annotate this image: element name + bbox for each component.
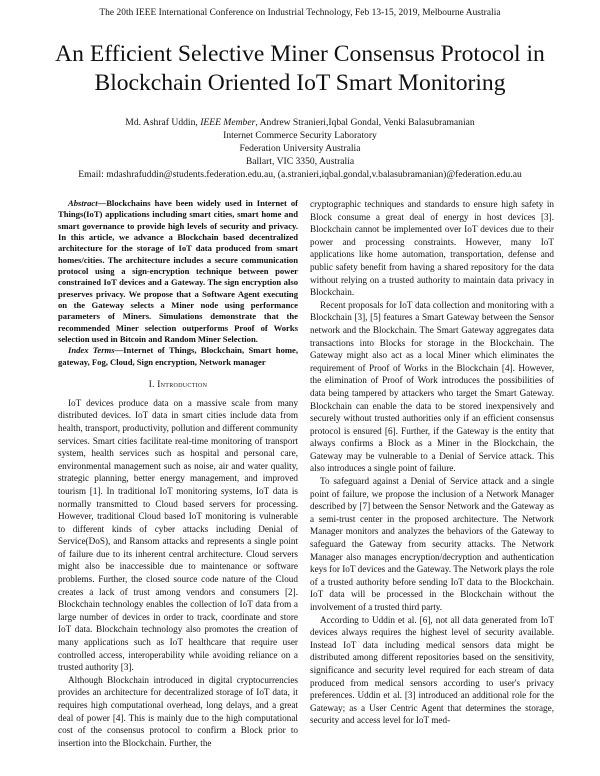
section-heading-introduction: I. Introduction xyxy=(148,379,208,390)
author-emails: Email: mdashrafuddin@students.federation.edu.au, (a.stranieri,iqbal.gondal,v.balasubramanian)@federation.edu.au xyxy=(78,169,522,180)
title-line-2: Blockchain Oriented IoT Smart Monitoring xyxy=(94,70,506,96)
paragraph: According to Uddin et al. [6], not all data generated from IoT devices always requires the highest level of security available. Instead IoT data including medical sensors data might be distributed among different repositories based on the sensitivity, significance and security level required for each stream of data produced from medical sensors according to user's privacy preferences. Uddin et al. [3] introduced an additional role for the Gateway; as a User Centric Agent that determines the storage, security and access level for IoT med- xyxy=(310,614,554,726)
abstract-label: Abstract xyxy=(68,198,98,208)
author-names xyxy=(0,116,600,129)
right-column xyxy=(310,198,554,727)
author-name-others: , Andrew Stranieri,Iqbal Gondal, Venki Balasubramanian xyxy=(255,117,475,128)
affiliation-address: Ballart, VIC 3350, Australia xyxy=(245,156,355,167)
title-line-1: An Efficient Selective Miner Consensus Protocol in xyxy=(55,41,545,67)
index-terms-text: —Internet of Things, Blockchain, Smart home, gateway, Fog, Cloud, Sign encryption, Network manager xyxy=(58,345,299,367)
author-member-label: IEEE Member xyxy=(200,117,256,128)
paragraph: IoT devices produce data on a massive scale from many distributed devices. IoT data in smart cities include data from health, transport, productivity, pollution and different community services. Smart cities facilitate real-time monitoring of transport system, health services such as hospital and personal care, environmental management such as noise, air and water quality, strategic planning, better energy management, and improved tourism [1]. In traditional IoT monitoring systems, IoT data is normally transmitted to Cloud based servers for processing. However, traditional Cloud based IoT monitoring is vulnerable to different kinds of cyber attacks including Denial of Service(DoS), and Ransom attacks and represents a single point of failure due to its inherent central architecture. Cloud servers might also be inaccessible due to maintenance or software problems. Further, the closed source code nature of the Cloud creates a lack of trust among vendors and consumers [2]. Blockchain technology enables the collection of IoT data from a large number of devices in order to track, coordinate and store IoT data. Blockchain technology also promotes the creation of many applications such as IoT healthcare that require user controlled access, interoperability while avoiding reliance on a trusted authority [3]. xyxy=(58,397,298,673)
index-terms xyxy=(58,345,298,368)
abstract-text: —Blockchains have been widely used in Internet of Things(IoT) applications including smart cities, smart home and smart governance to provide high levels of security and privacy. In this article, we advance a Blockchain based decentralized architecture for the storage of IoT data produced from smart homes/cities. The architecture includes a secure communication protocol using a sign-encryption technique between power constrained IoT devices and a Gateway. The sign encryption also preserves privacy. We propose that a Software Agent executing on the Gateway selects a Miner node using performance parameters of Miners. Simulations demonstrate that the recommended Miner selection outperforms Proof of Works selection used in Bitcoin and Random Miner Selection. xyxy=(58,198,298,345)
affiliation-lab: Internet Commerce Security Laboratory xyxy=(223,130,377,141)
author-name-primary: Md. Ashraf Uddin, xyxy=(125,117,201,128)
left-column xyxy=(58,198,298,749)
paragraph: Although Blockchain introduced in digital cryptocurrencies provides an architecture for decentralized storage of IoT data, it requires high computational overhead, long delays, and a great deal of power [4]. This is mainly due to the high computational cost of the consensus protocol to confirm a Block prior to insertion into the Blockchain. Further, the xyxy=(58,674,298,748)
index-terms-label: Index Terms xyxy=(68,345,115,356)
conference-header: The 20th IEEE International Conference on Industrial Technology, Feb 13-15, 2019, Melbourne Australia xyxy=(99,8,501,18)
abstract xyxy=(58,198,298,345)
paper-title xyxy=(20,40,580,98)
paragraph: Recent proposals for IoT data collection and monitoring with a Blockchain [3], [5] features a Smart Gateway between the Sensor network and the Blockchain. The Smart Gateway aggregates data transactions into Blocks for storage in the Blockchain. The Gateway might also act as a local Miner which eliminates the requirement of Proof of Works in the Blockchain [4]. However, the elimination of Proof of Work introduces the possibilities of data being tampered by attackers who target the Smart Gateway. Blockchain can enable the data to be stored inexpensively and securely without trusted authorities only if an efficient consensus protocol is ensured [6]. Further, if the Gateway is the entity that always confirms a Block as a Miner in the Blockchain, the Gateway may be vulnerable to a Denial of Service attack. This also introduces a single point of failure. xyxy=(310,299,554,474)
affiliation-university: Federation University Australia xyxy=(239,143,361,154)
paragraph: To safeguard against a Denial of Service attack and a single point of failure, we propose the inclusion of a Network Manager described by [7] between the Sensor Network and the Gateway as a semi-trust center in the proposed architecture. The Network Manager monitors and analyzes the behaviors of the Gateway to safeguard the Gateway from security attacks. The Network Manager also manages encryption/decryption and authentication keys for IoT devices and the Gateway. The Network plays the role of a trusted authority before sending IoT data to the Blockchain. IoT data will be processed in the Blockchain without the involvement of a trusted third party. xyxy=(310,476,554,612)
author-block xyxy=(0,116,600,181)
paragraph: cryptographic techniques and standards to ensure high safety in Block consume a great deal of energy in host devices [3]. Blockchain cannot be implemented over IoT devices due to their power and processing constraints. However, many IoT applications like home automation, transportation, defense and public safety benefit from having a shared repository for the data without relying on a trusted authority to maintain data privacy in Blockchain. xyxy=(310,199,554,298)
